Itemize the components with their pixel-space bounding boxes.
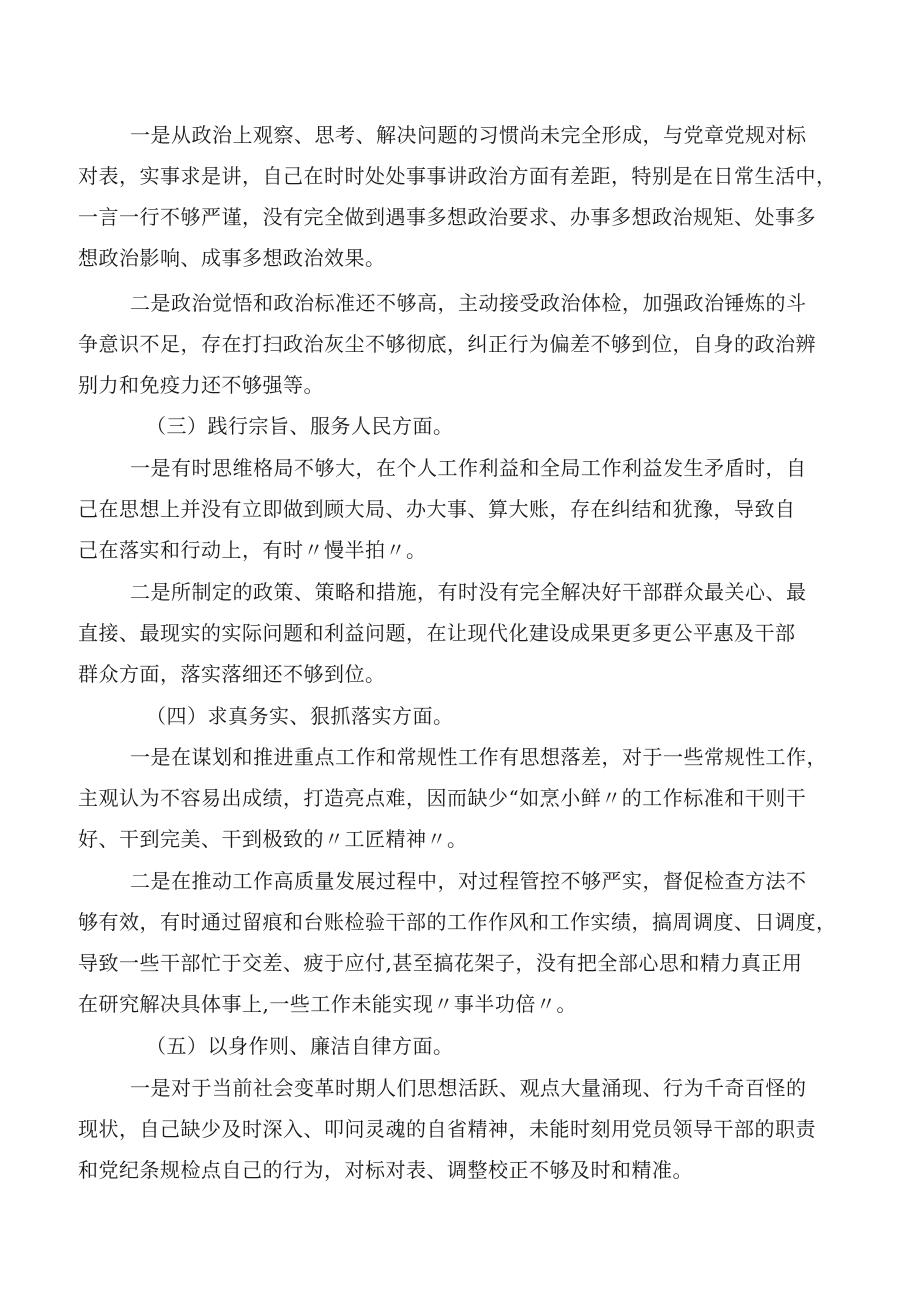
paragraph-line: 争意识不足，存在打扫政治灰尘不够彻底，纠正行为偏差不够到位，自身的政治辨 <box>78 332 816 356</box>
paragraph-line: 好、干到完美、干到极致的〃工匠精神〃。 <box>78 827 468 851</box>
paragraph-line: 二是所制定的政策、策略和措施，有时没有完全解决好干部群众最关心、最 <box>130 580 807 604</box>
paragraph-line: 己在落实和行动上，有时〃慢半拍〃。 <box>78 538 427 562</box>
section-heading: （三）践行宗旨、服务人民方面。 <box>146 414 454 438</box>
paragraph-line: 想政治影响、成事多想政治效果。 <box>78 246 386 270</box>
paragraph-line: 一是有时思维格局不够大，在个人工作利益和全局工作利益发生矛盾时，自 <box>130 456 807 480</box>
paragraph-line: 一是对于当前社会变革时期人们思想活跃、观点大量涌现、行为千奇百怪的 <box>130 1076 807 1100</box>
paragraph-line: 在研究解决具体事上,一些工作未能实现〃事半功倍〃。 <box>78 992 577 1016</box>
paragraph-line: 二是政治觉悟和政治标准还不够高，主动接受政治体检，加强政治锤炼的斗 <box>130 291 807 315</box>
paragraph-line: 直接、最现实的实际问题和利益问题，在让现代化建设成果更多更公平惠及干部 <box>78 621 796 645</box>
paragraph-line: 一是从政治上观察、思考、解决问题的习惯尚未完全形成，与党章党规对标 <box>130 123 807 147</box>
paragraph-line: 群众方面，落实落细还不够到位。 <box>78 662 386 686</box>
paragraph-line: 别力和免疫力还不够强等。 <box>78 373 324 397</box>
section-heading: （四）求真务实、狠抓落实方面。 <box>146 704 454 728</box>
paragraph-line: 对表，实事求是讲，自己在时时处处事事讲政治方面有差距，特别是在日常生活中， <box>78 164 837 188</box>
paragraph-line: 够有效，有时通过留痕和台账检验干部的工作作风和工作实绩，搞周调度、日调度， <box>78 910 837 934</box>
paragraph-line: 导致一些干部忙于交差、疲于应付,甚至搞花架子，没有把全部心思和精力真正用 <box>78 951 803 975</box>
paragraph-line: 一是在谋划和推进重点工作和常规性工作有思想落差，对于一些常规性工作， <box>130 745 827 769</box>
paragraph-line: 主观认为不容易出成绩，打造亮点难，因而缺少“如烹小鲜〃的工作标准和干则干 <box>78 786 807 810</box>
paragraph-line: 二是在推动工作高质量发展过程中，对过程管控不够严实，督促检查方法不 <box>130 869 807 893</box>
paragraph-line: 现状，自己缺少及时深入、叩问灵魂的自省精神，未能时刻用党员领导干部的职责 <box>78 1117 816 1141</box>
section-heading: （五）以身作则、廉洁自律方面。 <box>146 1034 454 1058</box>
paragraph-line: 己在思想上并没有立即做到顾大局、办大事、算大账，存在纠结和犹豫，导致自 <box>78 497 796 521</box>
paragraph-line: 一言一行不够严谨，没有完全做到遇事多想政治要求、办事多想政治规矩、处事多 <box>78 205 816 229</box>
paragraph-line: 和党纪条规检点自己的行为，对标对表、调整校正不够及时和精准。 <box>78 1158 693 1182</box>
